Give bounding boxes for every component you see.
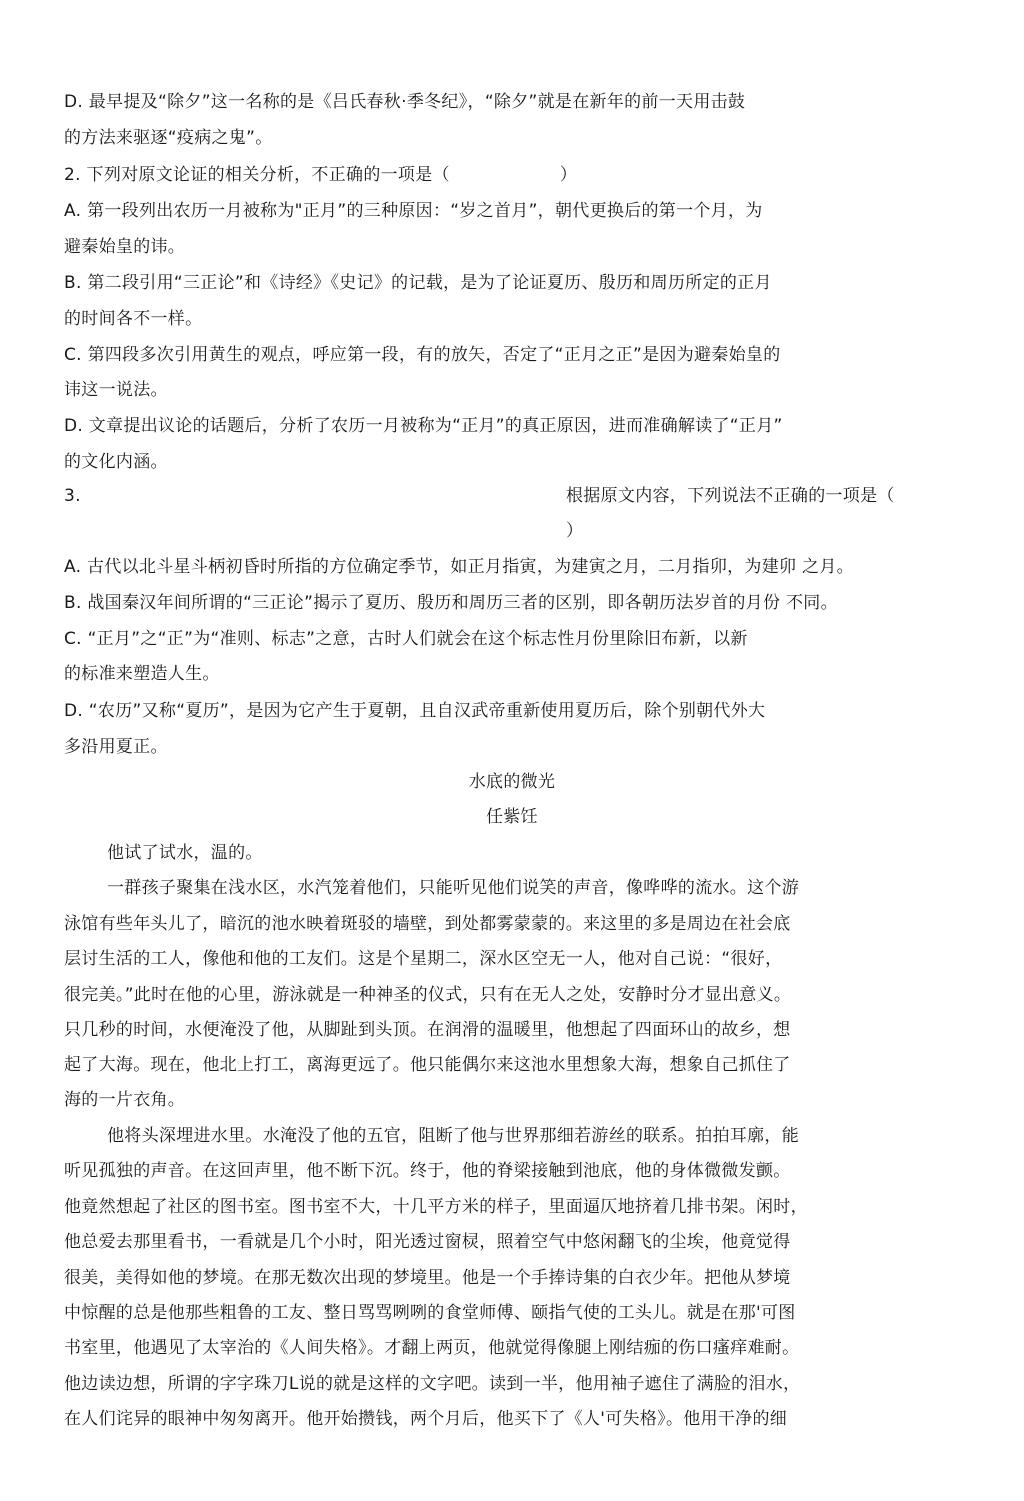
q1-option-d-line1: D. 最早提及“除夕”这一名称的是《吕氏春秋·季冬纪》，“除夕”就是在新年的前一天用击鼓 <box>64 92 746 112</box>
story-paragraph-2-line: 泳馆有些年头儿了，暗沉的池水映着斑驳的墙壁，到处都雾蒙蒙的。来这里的多是周边在社会底 <box>64 914 791 934</box>
q2-option-a-line1: A. 第一段列出农历一月被称为"正月”的三种原因：“岁之首月”，朝代更换后的第一个月，为 <box>64 201 763 221</box>
q3-option-b: B. 战国秦汉年间所谓的“三正论”揭示了夏历、殷历和周历三者的区别，即各朝历法岁首的月份 不同。 <box>64 593 838 613</box>
q2-option-d-line1: D. 文章提出议论的话题后，分析了农历一月被称为“正月”的真正原因，进而准确解读了“正月” <box>64 416 783 436</box>
story-paragraph-2-line: 海的一片衣角。 <box>64 1090 186 1110</box>
story-author: 任紫饪 <box>486 807 538 827</box>
q3-option-c-line2: 的标准来塑造人生。 <box>64 664 220 684</box>
story-paragraph-3-line: 他将头深埋进水里。水淹没了他的五官，阻断了他与世界那细若游丝的联系。拍拍耳廓，能 <box>107 1126 799 1146</box>
story-paragraph-2-line: 很完美。”此时在他的心里，游泳就是一种神圣的仪式，只有在无人之处，安静时分才显出意义。 <box>64 985 792 1005</box>
story-paragraph-3-line: 在人们诧异的眼神中匆匆离开。他开始攒钱，两个月后，他买下了《人'可失格》。他用干净的细 <box>64 1409 788 1429</box>
story-paragraph-3-line: 书室里，他遇见了太宰治的《人间失格》。才翻上两页，他就觉得像腿上刚结痂的伤口瘙痒难耐。 <box>64 1338 800 1358</box>
story-paragraph-2-line: 只几秒的时间，水便淹没了他，从脚趾到头顶。在润滑的温暖里，他想起了四面环山的故乡，想 <box>64 1020 791 1040</box>
q2-option-c-line1: C. 第四段多次引用黄生的观点，呼应第一段，有的放矢，否定了“正月之正”是因为避秦始皇的 <box>64 345 781 365</box>
story-paragraph-2-line: 层讨生活的工人，像他和他的工友们。这是个星期二，深水区空无一人，他对自己说：“很好， <box>64 949 783 969</box>
story-paragraph-3-line: 很美，美得如他的梦境。在那无数次出现的梦境里。他是一个手捧诗集的白衣少年。把他从梦境 <box>64 1268 791 1288</box>
story-paragraph-3-line: 中惊醒的总是他那些粗鲁的工友、整日骂骂咧咧的食堂师傅、颐指气使的工头儿。就是在那'可图 <box>64 1303 796 1323</box>
story-paragraph-3-line: 他边读边想，所谓的字字珠刀L说的就是这样的文字吧。读到一半，他用袖子遮住了满脸的泪水， <box>64 1374 801 1394</box>
story-paragraph-1: 他试了试水，温的。 <box>107 843 263 863</box>
q2-option-b-line1: B. 第二段引用“三正论”和《诗经》《史记》的记载，是为了论证夏历、殷历和周历所定的正月 <box>64 273 772 293</box>
story-title: 水底的微光 <box>468 772 556 792</box>
q3-stem-close: ） <box>566 521 584 541</box>
q3-option-d-line1: D. “农历”又称“夏历”，是因为它产生于夏朝，且自汉武帝重新使用夏历后，除个别朝代外大 <box>64 701 766 721</box>
q2-option-d-line2: 的文化内涵。 <box>64 452 168 472</box>
q3-stem: 根据原文内容，下列说法不正确的一项是（ <box>566 486 895 506</box>
q2-stem-close: ） <box>559 165 578 185</box>
q2-stem <box>64 164 577 186</box>
q3-number: 3. <box>64 486 81 506</box>
q2-option-b-line2: 的时间各不一样。 <box>64 309 203 329</box>
q2-option-a-line2: 避秦始皇的讳。 <box>64 237 186 257</box>
story-paragraph-3-line: 他总爱去那里看书，一看就是几个小时，阳光透过窗棂，照着空气中悠闲翻飞的尘埃，他竟觉得 <box>64 1232 791 1252</box>
story-paragraph-3-line: 他竟然想起了社区的图书室。图书室不大，十几平方米的样子，里面逼仄地挤着几排书架。闲时， <box>64 1197 808 1217</box>
story-paragraph-3-line: 听见孤独的声音。在这回声里，他不断下沉。终于，他的脊梁接触到池底，他的身体微微发颤。 <box>64 1161 791 1181</box>
q1-option-d-line2: 的方法来驱逐“疫病之鬼”。 <box>64 128 273 148</box>
q2-option-c-line2: 讳这一说法。 <box>64 380 168 400</box>
q2-stem-text: 2. 下列对原文论证的相关分析，不正确的一项是（ <box>64 165 450 185</box>
story-paragraph-2-line: 一群孩子聚集在浅水区，水汽笼着他们，只能听见他们说笑的声音，像哗哗的流水。这个游 <box>107 878 799 898</box>
q3-option-d-line2: 多沿用夏正。 <box>64 737 168 757</box>
q3-option-a: A. 古代以北斗星斗柄初昏时所指的方位确定季节，如正月指寅，为建寅之月，二月指卯，为建卯 之月。 <box>64 557 854 577</box>
story-paragraph-2-line: 起了大海。现在，他北上打工，离海更远了。他只能偶尔来这池水里想象大海，想象自己抓住了 <box>64 1055 791 1075</box>
q3-option-c-line1: C. “正月”之“正”为“准则、标志”之意，古时人们就会在这个标志性月份里除旧布新，以新 <box>64 629 748 649</box>
